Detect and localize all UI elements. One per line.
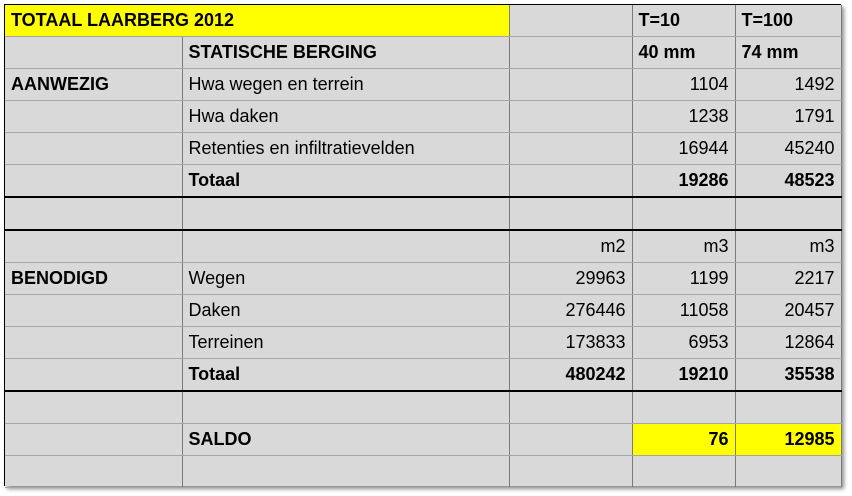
cell-value[interactable]: 20457 xyxy=(735,295,841,327)
cell-label[interactable]: Hwa daken xyxy=(182,101,509,133)
cell[interactable] xyxy=(509,165,632,198)
cell-total-value[interactable]: 35538 xyxy=(735,359,841,392)
cell-header-mm[interactable]: 74 mm xyxy=(735,37,841,69)
table-row-saldo xyxy=(5,424,841,456)
cell-total-value[interactable]: 480242 xyxy=(509,359,632,392)
table-row xyxy=(5,5,841,37)
cell[interactable] xyxy=(5,456,182,488)
cell-saldo-label[interactable]: SALDO xyxy=(182,424,509,456)
cell[interactable] xyxy=(509,101,632,133)
cell-total-label[interactable]: Totaal xyxy=(182,165,509,198)
cell[interactable] xyxy=(509,5,632,37)
cell-label[interactable]: Daken xyxy=(182,295,509,327)
cell[interactable] xyxy=(735,456,841,488)
cell[interactable] xyxy=(5,101,182,133)
table-row xyxy=(5,230,841,263)
cell-value[interactable]: 276446 xyxy=(509,295,632,327)
table-row xyxy=(5,69,841,101)
cell[interactable] xyxy=(509,37,632,69)
cell[interactable] xyxy=(5,37,182,69)
cell-value[interactable]: 1104 xyxy=(632,69,735,101)
cell[interactable] xyxy=(632,197,735,230)
table-row-empty xyxy=(5,197,841,230)
cell[interactable] xyxy=(182,197,509,230)
table-row xyxy=(5,295,841,327)
cell[interactable] xyxy=(182,230,509,263)
cell-value[interactable]: 2217 xyxy=(735,263,841,295)
cell-title[interactable]: TOTAAL LAARBERG 2012 xyxy=(5,5,509,37)
cell-value[interactable]: 1492 xyxy=(735,69,841,101)
table-row xyxy=(5,263,841,295)
cell-unit[interactable]: m3 xyxy=(735,230,841,263)
cell[interactable] xyxy=(735,197,841,230)
table-row xyxy=(5,327,841,359)
cell-value[interactable]: 12864 xyxy=(735,327,841,359)
cell[interactable] xyxy=(632,456,735,488)
cell[interactable] xyxy=(509,424,632,456)
cell-label[interactable]: Retenties en infiltratievelden xyxy=(182,133,509,165)
cell-value[interactable]: 173833 xyxy=(509,327,632,359)
cell-total-label[interactable]: Totaal xyxy=(182,359,509,392)
cell-saldo-value[interactable]: 12985 xyxy=(735,424,841,456)
cell[interactable] xyxy=(5,165,182,198)
cell[interactable] xyxy=(5,133,182,165)
cell-unit[interactable]: m3 xyxy=(632,230,735,263)
cell[interactable] xyxy=(5,295,182,327)
cell-value[interactable]: 29963 xyxy=(509,263,632,295)
cell[interactable] xyxy=(5,230,182,263)
cell-value[interactable]: 16944 xyxy=(632,133,735,165)
cell-value[interactable]: 45240 xyxy=(735,133,841,165)
cell-value[interactable]: 6953 xyxy=(632,327,735,359)
cell-label[interactable]: Wegen xyxy=(182,263,509,295)
table-row-total xyxy=(5,165,841,198)
table-row-total xyxy=(5,359,841,392)
cell[interactable] xyxy=(5,391,182,424)
cell[interactable] xyxy=(632,391,735,424)
cell-value[interactable]: 1238 xyxy=(632,101,735,133)
cell[interactable] xyxy=(5,359,182,392)
cell-total-value[interactable]: 48523 xyxy=(735,165,841,198)
table-row xyxy=(5,133,841,165)
cell[interactable] xyxy=(509,456,632,488)
cell-value[interactable]: 11058 xyxy=(632,295,735,327)
cell-unit[interactable]: m2 xyxy=(509,230,632,263)
cell[interactable] xyxy=(509,69,632,101)
cell[interactable] xyxy=(509,391,632,424)
cell-group-label[interactable]: BENODIGD xyxy=(5,263,182,295)
cell[interactable] xyxy=(5,327,182,359)
cell-total-value[interactable]: 19210 xyxy=(632,359,735,392)
cell-value[interactable]: 1199 xyxy=(632,263,735,295)
cell[interactable] xyxy=(5,424,182,456)
cell-header-mm[interactable]: 40 mm xyxy=(632,37,735,69)
cell[interactable] xyxy=(182,391,509,424)
cell[interactable] xyxy=(509,197,632,230)
cell[interactable] xyxy=(5,197,182,230)
cell-section-title[interactable]: STATISCHE BERGING xyxy=(182,37,509,69)
cell[interactable] xyxy=(509,133,632,165)
table-row-empty xyxy=(5,456,841,488)
cell-label[interactable]: Terreinen xyxy=(182,327,509,359)
spreadsheet xyxy=(4,4,841,486)
cell-total-value[interactable]: 19286 xyxy=(632,165,735,198)
data-table xyxy=(5,5,842,488)
table-row xyxy=(5,101,841,133)
cell-value[interactable]: 1791 xyxy=(735,101,841,133)
cell[interactable] xyxy=(182,456,509,488)
cell-saldo-value[interactable]: 76 xyxy=(632,424,735,456)
cell-header-t10[interactable]: T=10 xyxy=(632,5,735,37)
cell-label[interactable]: Hwa wegen en terrein xyxy=(182,69,509,101)
table-row xyxy=(5,37,841,69)
cell-header-t100[interactable]: T=100 xyxy=(735,5,841,37)
cell-group-label[interactable]: AANWEZIG xyxy=(5,69,182,101)
cell[interactable] xyxy=(735,391,841,424)
table-row-empty xyxy=(5,391,841,424)
